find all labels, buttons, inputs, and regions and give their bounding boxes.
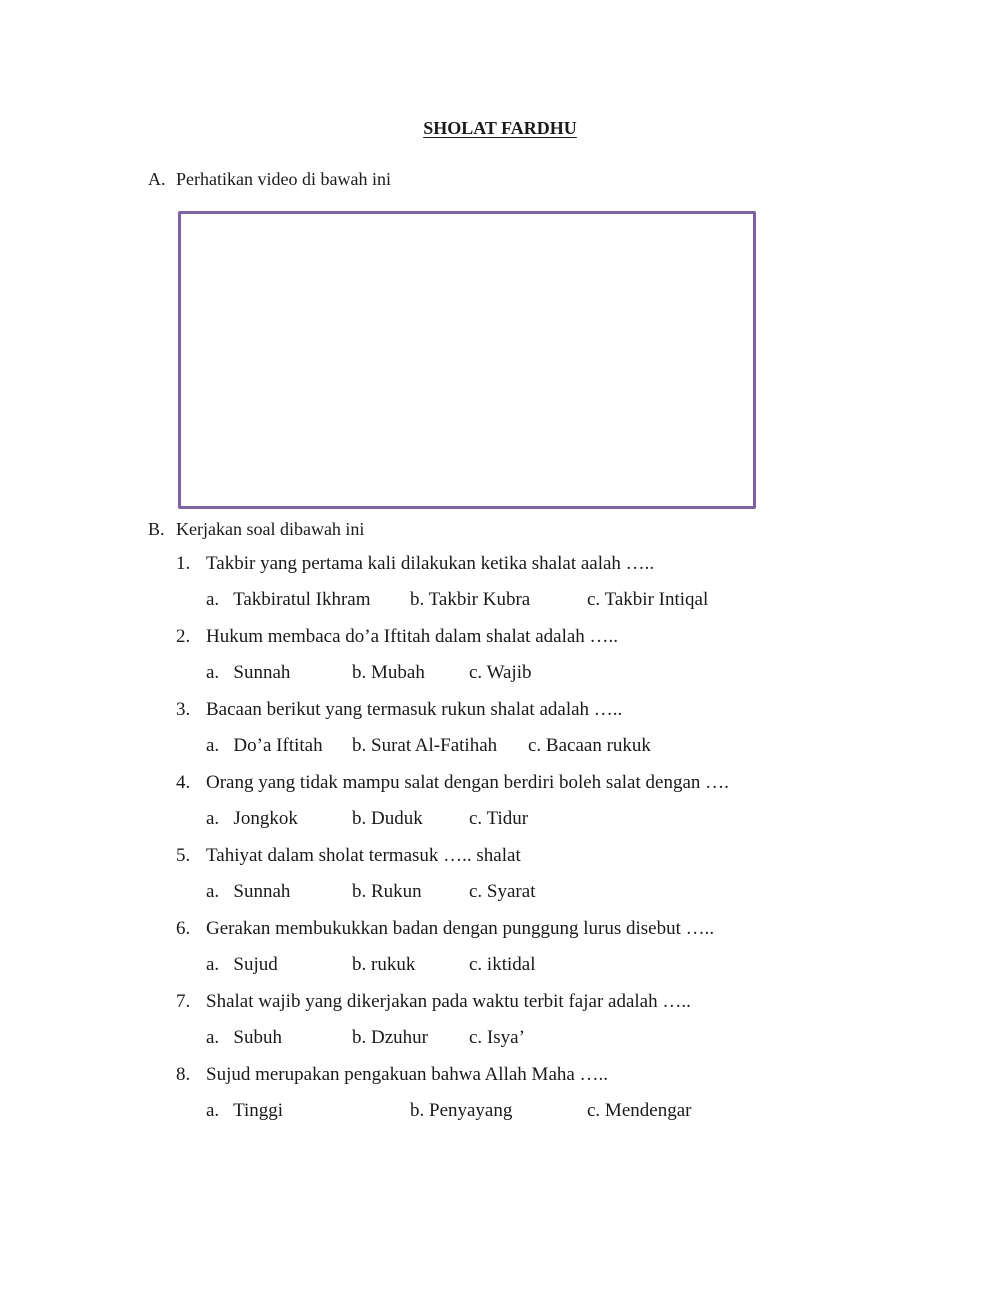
- question-number: 3.: [176, 699, 191, 720]
- options-2: [206, 662, 826, 686]
- options-1: [206, 589, 826, 613]
- question-text: Gerakan membukukkan badan dengan punggung lurus disebut …..: [206, 918, 715, 939]
- question-number: 1.: [176, 553, 191, 574]
- option-b[interactable]: b. Takbir Kubra: [410, 589, 531, 610]
- option-a[interactable]: a. Takbiratul Ikhram: [206, 589, 371, 610]
- question-8: [176, 1064, 608, 1086]
- option-c[interactable]: c. Isya’: [469, 1027, 525, 1048]
- question-5: [176, 845, 521, 867]
- question-number: 5.: [176, 845, 191, 866]
- question-number: 4.: [176, 772, 191, 793]
- options-5: [206, 881, 826, 905]
- section-a-heading: [148, 169, 391, 190]
- option-c[interactable]: c. Mendengar: [587, 1100, 692, 1121]
- question-text: Takbir yang pertama kali dilakukan ketika shalat aalah …..: [206, 553, 655, 574]
- question-3: [176, 699, 622, 721]
- option-c[interactable]: c. Syarat: [469, 881, 536, 902]
- option-b[interactable]: b. Duduk: [352, 808, 423, 829]
- question-text: Tahiyat dalam sholat termasuk ….. shalat: [206, 845, 521, 866]
- question-number: 6.: [176, 918, 191, 939]
- question-6: [176, 918, 714, 940]
- option-b[interactable]: b. Mubah: [352, 662, 425, 683]
- option-b[interactable]: b. Surat Al-Fatihah: [352, 735, 498, 756]
- question-text: Hukum membaca do’a Iftitah dalam shalat adalah …..: [206, 626, 619, 647]
- option-a[interactable]: a. Tinggi: [206, 1100, 284, 1121]
- section-a-text: Perhatikan video di bawah ini: [176, 169, 391, 189]
- option-c[interactable]: c. Takbir Intiqal: [587, 589, 709, 610]
- options-7: [206, 1027, 826, 1051]
- question-1: [176, 553, 654, 575]
- options-3: [206, 735, 826, 759]
- option-a[interactable]: a. Do’a Iftitah: [206, 735, 323, 756]
- question-number: 2.: [176, 626, 191, 647]
- option-a[interactable]: a. Sunnah: [206, 662, 291, 683]
- video-placeholder[interactable]: [178, 211, 756, 509]
- option-b[interactable]: b. rukuk: [352, 954, 416, 975]
- question-7: [176, 991, 691, 1013]
- options-8: [206, 1100, 826, 1124]
- option-a[interactable]: a. Jongkok: [206, 808, 298, 829]
- section-b-text: Kerjakan soal dibawah ini: [176, 519, 365, 539]
- question-4: [176, 772, 729, 794]
- question-text: Shalat wajib yang dikerjakan pada waktu terbit fajar adalah …..: [206, 991, 691, 1012]
- question-number: 8.: [176, 1064, 191, 1085]
- option-c[interactable]: c. Tidur: [469, 808, 529, 829]
- section-b-letter: B.: [148, 519, 165, 539]
- option-a[interactable]: a. Subuh: [206, 1027, 282, 1048]
- option-c[interactable]: c. Wajib: [469, 662, 532, 683]
- section-b-heading: [148, 519, 364, 540]
- option-b[interactable]: b. Dzuhur: [352, 1027, 428, 1048]
- section-a-letter: A.: [148, 169, 166, 189]
- option-a[interactable]: a. Sujud: [206, 954, 278, 975]
- page-title: SHOLAT FARDHU: [423, 118, 577, 138]
- question-number: 7.: [176, 991, 191, 1012]
- option-a[interactable]: a. Sunnah: [206, 881, 291, 902]
- question-text: Orang yang tidak mampu salat dengan berdiri boleh salat dengan ….: [206, 772, 729, 793]
- option-c[interactable]: c. iktidal: [469, 954, 536, 975]
- option-c[interactable]: c. Bacaan rukuk: [528, 735, 651, 756]
- question-text: Sujud merupakan pengakuan bahwa Allah Maha …..: [206, 1064, 609, 1085]
- question-2: [176, 626, 618, 648]
- options-6: [206, 954, 826, 978]
- options-4: [206, 808, 826, 832]
- option-b[interactable]: b. Rukun: [352, 881, 422, 902]
- option-b[interactable]: b. Penyayang: [410, 1100, 513, 1121]
- question-text: Bacaan berikut yang termasuk rukun shalat adalah …..: [206, 699, 623, 720]
